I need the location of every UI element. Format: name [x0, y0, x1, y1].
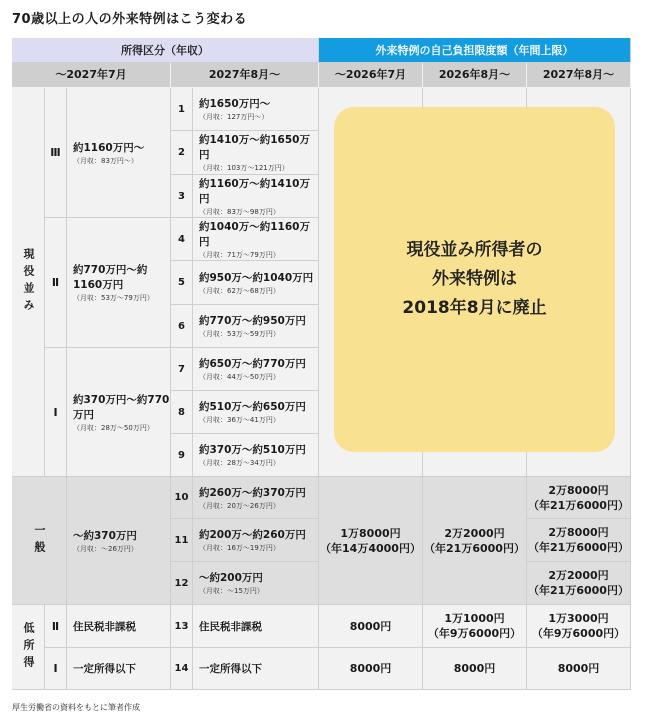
new-income-row: 約370万～約510万円 （月収：28万～34万円）: [193, 434, 319, 477]
old-income-group: 約1160万円～ （月収：83万円～）: [67, 88, 171, 218]
header-limit-group: 外来特例の自己負担限度額（年間上限）: [319, 38, 631, 63]
sub-level-2: Ⅱ: [45, 218, 67, 348]
category-teishotoku: 低所得: [12, 605, 45, 690]
new-income-row: 約200万～約260万円 （月収：16万～19万円）: [193, 519, 319, 562]
row-number: 12: [171, 562, 193, 605]
sub-level-low-1: Ⅰ: [45, 648, 67, 690]
sub-level-1: Ⅰ: [45, 348, 67, 477]
row-number: 11: [171, 519, 193, 562]
sub-level-3: Ⅲ: [45, 88, 67, 218]
new-income-row: 約650万～約770万円 （月収：44万～50万円）: [193, 348, 319, 391]
abolished-line: 現役並み所得者の: [406, 240, 543, 260]
old-income-group: 一定所得以下: [67, 648, 171, 690]
row-number: 10: [171, 477, 193, 519]
new-income-row: 一定所得以下: [193, 648, 319, 690]
row-number: 13: [171, 605, 193, 648]
sub-level-low-2: Ⅱ: [45, 605, 67, 648]
page-title: 70歳以上の人の外来特例はこう変わる: [12, 12, 248, 27]
new-income-row: 約1410万～約1650万円 （月収：103万～121万円）: [193, 131, 319, 175]
new-income-row: 約510万～約650万円 （月収：36万～41万円）: [193, 391, 319, 434]
source-note: 厚生労働省の資料をもとに筆者作成: [12, 703, 140, 712]
amount-cell: 8000円: [423, 648, 527, 690]
header-col-2026-7: ～2026年7月: [319, 63, 423, 88]
new-income-row: 約1650万円～ （月収：127万円～）: [193, 88, 319, 131]
category-genyaku: 現役並み: [12, 88, 45, 477]
row-number: 1: [171, 88, 193, 131]
amount-cell: 1万1000円 （年9万6000円）: [423, 605, 527, 648]
row-number: 7: [171, 348, 193, 391]
amount-cell: 1万8000円 （年14万4000円）: [319, 477, 423, 605]
amount-cell: 8000円: [319, 605, 423, 648]
old-income-group: 住民税非課税: [67, 605, 171, 648]
abolished-line: 2018年8月に廃止: [402, 298, 547, 318]
header-col-2026-8: 2026年8月～: [423, 63, 527, 88]
row-number: 4: [171, 218, 193, 261]
amount-cell: 2万2000円 （年21万6000円）: [423, 477, 527, 605]
abolished-notice: [334, 107, 615, 452]
amount-cell: 2万8000円 （年21万6000円）: [527, 477, 631, 519]
amount-cell: 2万2000円 （年21万6000円）: [527, 562, 631, 605]
amount-cell: 8000円: [527, 648, 631, 690]
new-income-row: ～約200万円 （月収：～15万円）: [193, 562, 319, 605]
header-col-2027-8: 2027年8月～: [527, 63, 631, 88]
old-income-group: 約770万円～約1160万円 （月収：53万～79万円）: [67, 218, 171, 348]
row-number: 3: [171, 175, 193, 218]
abolished-line: 外来特例は: [432, 269, 517, 289]
header-income-group: 所得区分（年収）: [12, 38, 319, 63]
old-income-group: 約370万円～約770万円 （月収：28万～50万円）: [67, 348, 171, 477]
row-number: 5: [171, 261, 193, 305]
row-number: 8: [171, 391, 193, 434]
new-income-row: 約950万～約1040万円 （月収：62万～68万円）: [193, 261, 319, 305]
new-income-row: 約260万～約370万円 （月収：20万～26万円）: [193, 477, 319, 519]
category-ippan: 一般: [12, 477, 67, 605]
row-number: 6: [171, 305, 193, 348]
new-income-row: 約1160万～約1410万円 （月収：83万～98万円）: [193, 175, 319, 218]
amount-cell: 8000円: [319, 648, 423, 690]
amount-cell: 2万8000円 （年21万6000円）: [527, 519, 631, 562]
new-income-row: 約1040万～約1160万円 （月収：71万～79万円）: [193, 218, 319, 261]
header-col-old: ～2027年7月: [12, 63, 171, 88]
row-number: 14: [171, 648, 193, 690]
row-number: 9: [171, 434, 193, 477]
new-income-row: 約770万～約950万円 （月収：53万～59万円）: [193, 305, 319, 348]
old-income-group: ～約370万円 （月収：～26万円）: [67, 477, 171, 605]
new-income-row: 住民税非課税: [193, 605, 319, 648]
header-col-new: 2027年8月～: [171, 63, 319, 88]
amount-cell: 1万3000円 （年9万6000円）: [527, 605, 631, 648]
row-number: 2: [171, 131, 193, 175]
